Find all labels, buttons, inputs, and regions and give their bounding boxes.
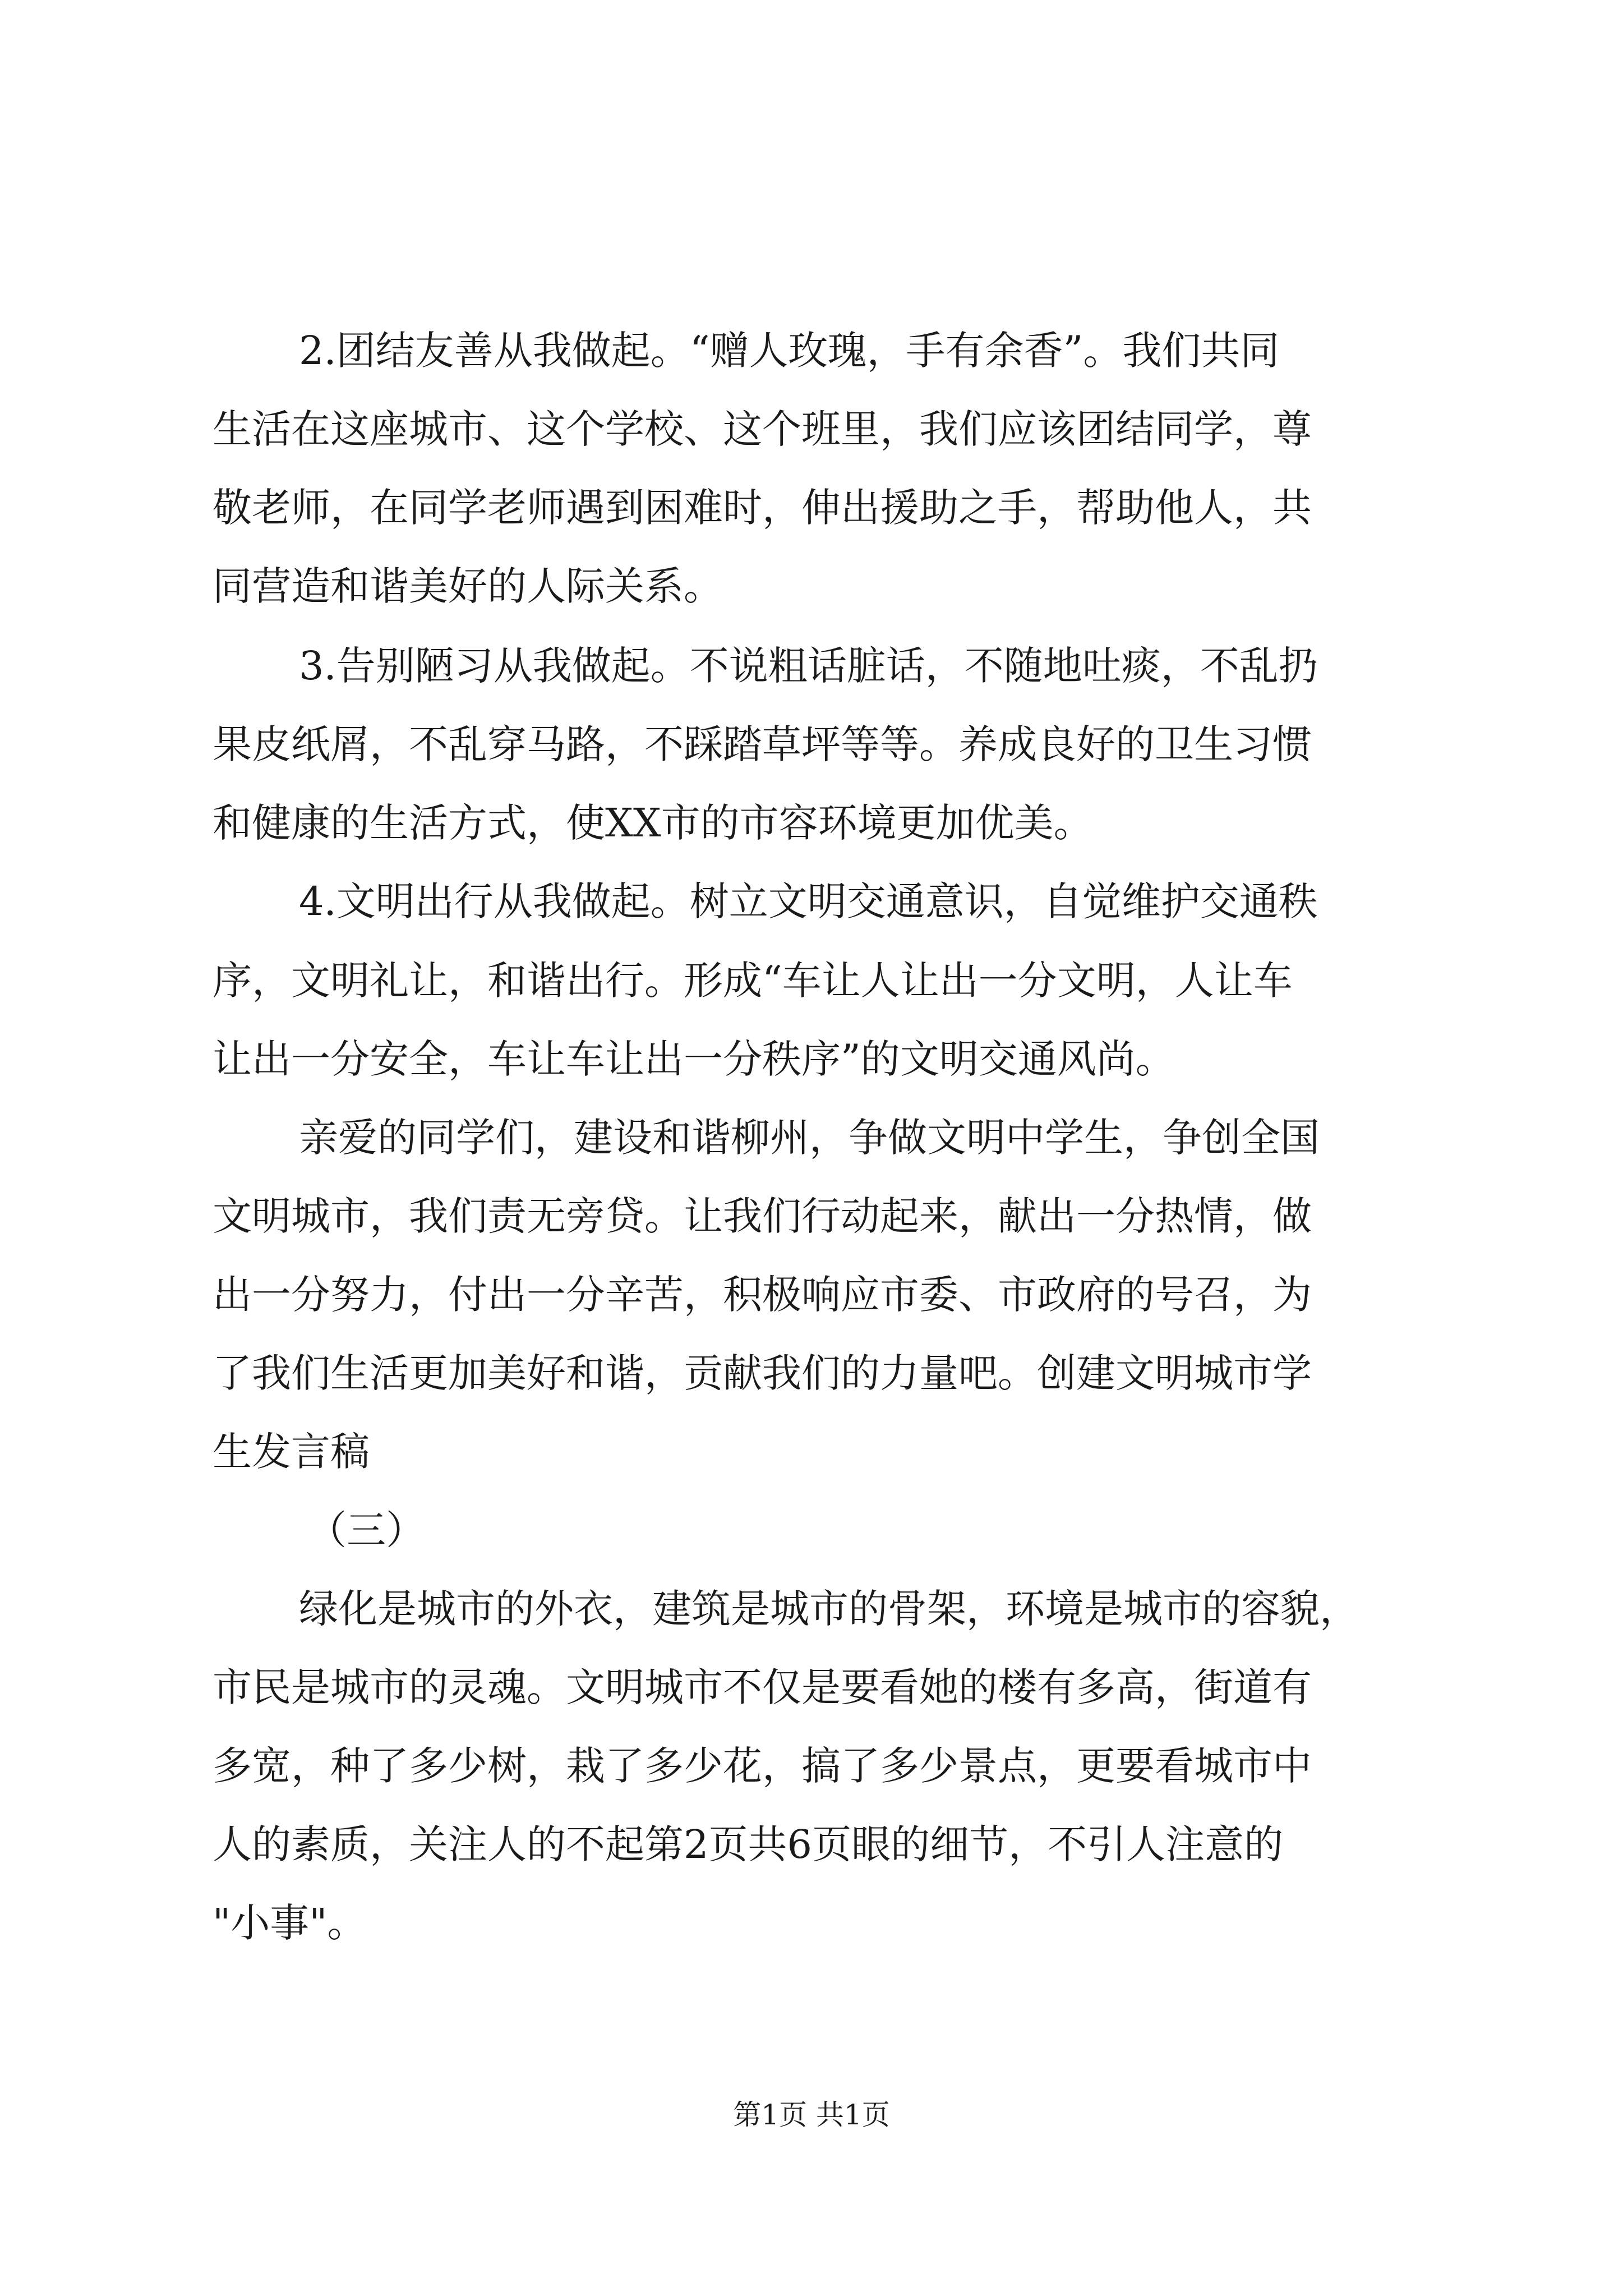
page-footer: 第1页 共1页 <box>733 2099 890 2131</box>
line-text: 文明城市，我们责无旁贷。让我们行动起来，献出一分热情，做 <box>213 1193 1312 1239</box>
line-text: 市民是城市的灵魂。文明城市不仅是要看她的楼有多高，街道有 <box>213 1664 1312 1710</box>
line-text: 了我们生活更加美好和谐，贡献我们的力量吧。创建文明城市学 <box>213 1350 1312 1396</box>
section-heading-text: （三） <box>307 1507 425 1553</box>
line-text: 生发言稿 <box>213 1429 370 1475</box>
line-text: 2.团结友善从我做起。“赠人玫瑰，手有余香”。我们共同 <box>299 328 1280 374</box>
line-text: 果皮纸屑，不乱穿马路，不踩踏草坪等等。养成良好的卫生习惯 <box>213 721 1312 767</box>
line-text: 出一分努力，付出一分辛苦，积极响应市委、市政府的号召，为 <box>213 1272 1312 1318</box>
line-text: 同营造和谐美好的人际关系。 <box>213 563 723 609</box>
line-text: 和健康的生活方式，使XX市的市容环境更加优美。 <box>213 800 1093 846</box>
line-text: 生活在这座城市、这个学校、这个班里，我们应该团结同学，尊 <box>213 406 1312 452</box>
line-text: 绿化是城市的外衣，建筑是城市的骨架，环境是城市的容貌， <box>299 1586 1359 1632</box>
line-text: 4.文明出行从我做起。树立文明交通意识，自觉维护交通秩 <box>299 878 1318 924</box>
line-text: 亲爱的同学们，建设和谐柳州，争做文明中学生，争创全国 <box>299 1115 1320 1161</box>
line-text: 多宽，种了多少树，栽了多少花，搞了多少景点，更要看城市中 <box>213 1743 1312 1789</box>
line-text: 序，文明礼让，和谐出行。形成“车让人让出一分文明，人让车 <box>213 958 1293 1004</box>
line-text: "小事"。 <box>213 1900 367 1946</box>
line-text: 让出一分安全，车让车让出一分秩序”的文明交通风尚。 <box>213 1036 1175 1082</box>
line-text: 3.告别陋习从我做起。不说粗话脏话，不随地吐痰，不乱扔 <box>299 643 1318 689</box>
line-text: 敬老师，在同学老师遇到困难时，伸出援助之手，帮助他人，共 <box>213 485 1312 531</box>
line-text: 人的素质，关注人的不起第2页共6页眼的细节，不引人注意的 <box>213 1821 1284 1867</box>
